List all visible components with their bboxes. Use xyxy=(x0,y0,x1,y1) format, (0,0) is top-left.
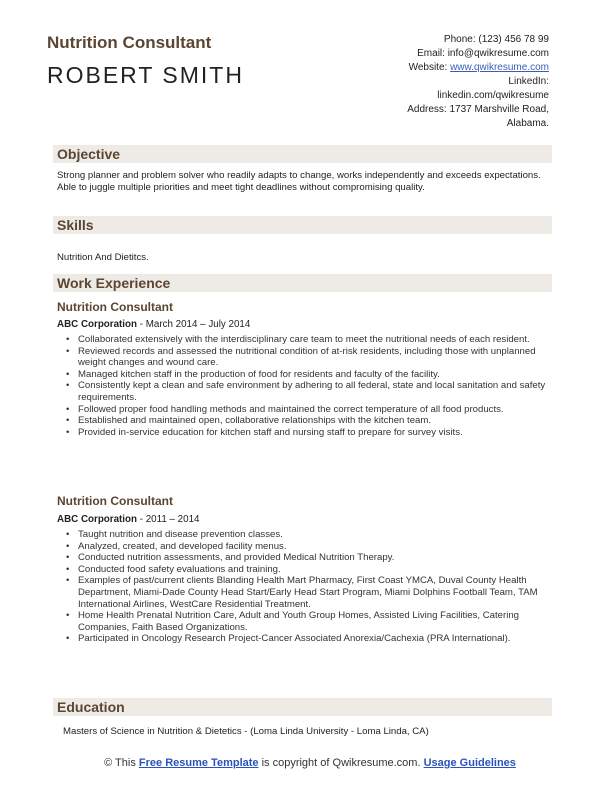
skills-section-header xyxy=(53,216,552,234)
job-2-meta xyxy=(57,514,199,525)
address-line-2: Alabama. xyxy=(506,118,549,129)
contact-website xyxy=(289,61,549,75)
work-section-header xyxy=(53,274,552,292)
skills-text: Nutrition And Dietitcs. xyxy=(57,252,149,263)
contact-email: Email: info@qwikresume.com xyxy=(417,48,549,59)
website-label: Website: xyxy=(408,62,448,73)
job-2-dates: - 2011 – 2014 xyxy=(137,514,200,525)
address-line-1: Address: 1737 Marshville Road, xyxy=(407,104,549,115)
list-item: • Followed proper food handling methods and maintained the correct temperature of all food products. xyxy=(66,403,504,415)
objective-heading: Objective xyxy=(57,146,121,162)
list-item: • Established and maintained open, collaborative relationships with the kitchen team. xyxy=(66,415,432,427)
list-item: • Examples of past/current clients Blanding Health Mart Pharmacy, First Coast YMCA, Duval County Health Department, Miami-Dade County Head Start/Early Head Start Program, Miami Dolphins Football Team, TAM International Airlines, WestCare Residential Treatment. xyxy=(66,575,538,610)
job-2-bullets xyxy=(64,529,550,645)
work-heading: Work Experience xyxy=(57,275,171,291)
list-item: • Provided in-service education for kitchen staff and nursing staff to prepare for survey visits. xyxy=(66,426,463,438)
linkedin-url: linkedin.com/qwikresume xyxy=(437,90,549,101)
candidate-name: ROBERT SMITH xyxy=(47,62,244,88)
job-2-title: Nutrition Consultant xyxy=(57,494,173,508)
education-text: Masters of Science in Nutrition & Dietetics - (Loma Linda University - Loma Linda, CA) xyxy=(63,726,429,737)
list-item: • Conducted food safety evaluations and training. xyxy=(66,563,281,575)
job-1-meta xyxy=(57,319,250,330)
list-item: • Home Health Prenatal Nutrition Care, Adult and Youth Group Homes, Assisted Living Facilities, Catering Companies, Faith Based Organizations. xyxy=(66,610,520,633)
list-item: • Consistently kept a clean and safe environment by adhering to all federal, state and local sanitation and safety requirements. xyxy=(66,380,546,403)
free-template-link[interactable]: Free Resume Template xyxy=(138,757,259,769)
objective-section-header xyxy=(53,145,552,163)
footer-middle: is copyright of Qwikresume.com. xyxy=(258,757,424,769)
list-item: • Collaborated extensively with the interdisciplinary care team to meet the nutritional needs of each resident. xyxy=(66,334,530,345)
education-section-header xyxy=(53,698,552,716)
list-item: • Taught nutrition and disease prevention classes. xyxy=(66,529,283,540)
list-item: • Participated in Oncology Research Project-Cancer Associated Anorexia/Cachexia (PRA International). xyxy=(66,633,511,645)
linkedin-label: LinkedIn: xyxy=(508,76,549,87)
job-2-company: ABC Corporation xyxy=(57,514,138,525)
list-item: • Managed kitchen staff in the production of food for residents and faculty of the facility. xyxy=(66,368,440,380)
list-item: • Analyzed, created, and developed facility menus. xyxy=(66,540,287,552)
usage-guidelines-link[interactable]: Usage Guidelines xyxy=(423,757,516,769)
contact-block xyxy=(289,33,549,131)
job-1-bullets xyxy=(64,334,550,438)
footer-prefix: © This xyxy=(104,757,139,769)
list-item: • Conducted nutrition assessments, and provided Medical Nutrition Therapy. xyxy=(66,552,395,564)
job-1-dates: - March 2014 – July 2014 xyxy=(137,319,251,330)
website-link[interactable]: www.qwikresume.com xyxy=(450,62,549,73)
job-1-title: Nutrition Consultant xyxy=(57,300,173,314)
contact-phone: Phone: (123) 456 78 99 xyxy=(443,34,549,45)
objective-text: Strong planner and problem solver who readily adapts to change, works independently and exceeds expectations. Able to juggle multiple priorities and meet tight deadlines without compromising quality. xyxy=(57,170,541,193)
education-heading: Education xyxy=(57,699,125,715)
skills-heading: Skills xyxy=(57,217,94,233)
job-title-heading: Nutrition Consultant xyxy=(47,33,212,52)
copyright-footer xyxy=(80,757,540,770)
list-item: • Reviewed records and assessed the nutritional condition of at-risk residents, including those with unplanned weight changes and wound care. xyxy=(66,345,536,369)
job-1-company: ABC Corporation xyxy=(57,319,138,330)
